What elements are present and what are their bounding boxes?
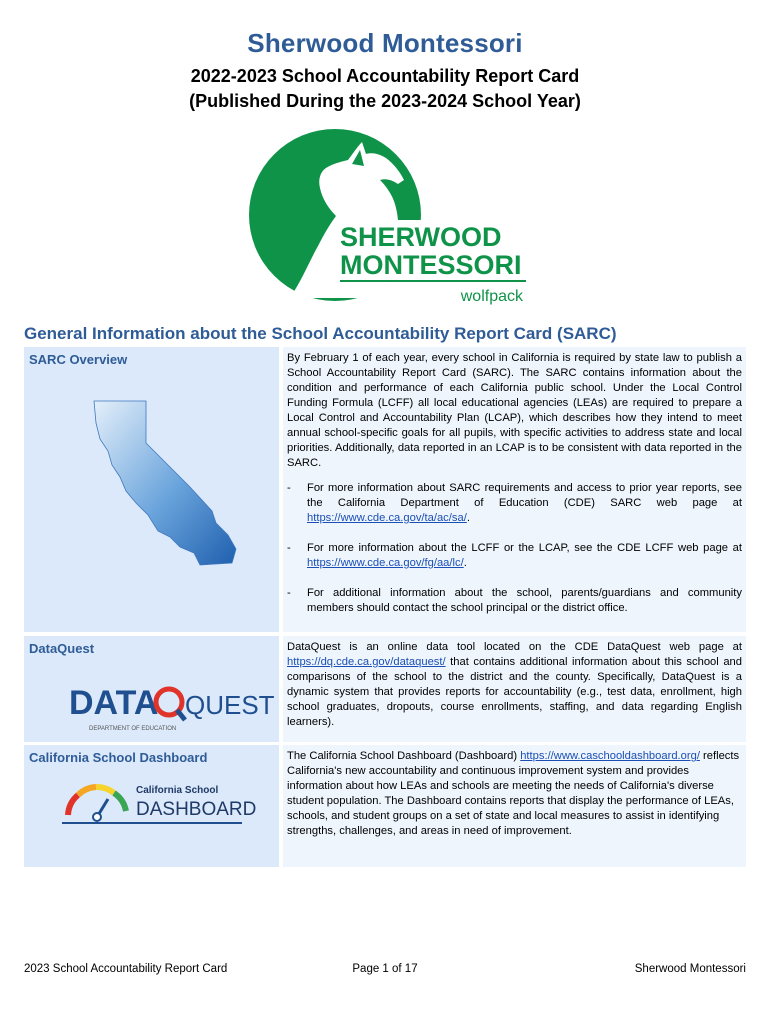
gauge-green-icon — [114, 793, 126, 811]
dashboard-logo-line1: California School — [136, 785, 219, 796]
logo-text-line1: SHERWOOD — [340, 222, 502, 252]
dashboard-text: The California School Dashboard (Dashboard) — [287, 750, 521, 762]
sarc-link[interactable]: https://www.cde.ca.gov/ta/ac/sa/ — [307, 512, 467, 524]
dataquest-text-continued: that contains additional information about this school and comparisons of the school to the district and the county. Specifically, DataQuest is a dynamic system that provides reports for accountability (e.g., test data, enrollment, high school graduates, dropouts, course enrollments, staffing, and data regarding English learners). — [287, 656, 742, 728]
bullet-dash: - — [287, 587, 291, 599]
dataquest-row — [24, 636, 746, 742]
gauge-red-icon — [68, 795, 78, 815]
dataquest-logo-subtext: DEPARTMENT OF EDUCATION — [89, 726, 177, 732]
bullet-suffix: . — [463, 557, 467, 569]
dashboard-label: California School Dashboard — [29, 750, 208, 765]
dashboard-content — [283, 745, 746, 867]
bullet-suffix: . — [466, 512, 470, 524]
dataquest-paragraph — [283, 636, 746, 730]
dashboard-text-continued: reflects California's new accountability and continuous improvement system and provides information about how LEAs and schools are meeting the needs of California's diverse student population. The Dashboard contains reports that display the performance of LEAs, schools, and student groups on a set of state and local measures to assist in identifying strengths, challenges, and areas in need of improvement. — [287, 750, 740, 837]
logo-tagline: wolfpack — [460, 288, 523, 305]
bullet-dash: - — [287, 542, 291, 554]
section-heading: General Information about the School Accountability Report Card (SARC) — [24, 324, 617, 343]
sarc-links-list — [283, 481, 746, 616]
dashboard-logo — [62, 779, 257, 825]
sarc-overview-paragraph: By February 1 of each year, every school in California is required by state law to publish a School Accountability Report Card (SARC). The SARC contains information about the condition and performance of each California public school. Under the Local Control Funding Formula (LCFF) all local educational agencies (LEAs) are required to prepare a Local Control and Accountability Plan (LCAP), which describes how they intend to meet annual school-specific goals for all pupils, with specific activities to address state and local priorities. Additionally, data reported in an LCAP is to be consistent with data reported in the SARC. — [287, 352, 742, 469]
sarc-overview-label-cell — [24, 347, 279, 632]
footer-left: 2023 School Accountability Report Card — [24, 963, 228, 975]
sarc-overview-row — [24, 347, 746, 632]
gauge-hub-icon — [93, 813, 101, 821]
dataquest-label: DataQuest — [29, 641, 95, 656]
school-logo — [248, 128, 533, 308]
lcff-link[interactable]: https://www.cde.ca.gov/fg/aa/lc/ — [307, 557, 464, 569]
dataquest-logo — [69, 676, 275, 736]
dataquest-content — [283, 636, 746, 742]
bullet-text: For more information about the LCFF or the LCAP, see the CDE LCFF web page at — [307, 542, 742, 554]
dataquest-logo-data: DATA — [69, 684, 159, 722]
dashboard-paragraph — [283, 745, 746, 839]
logo-text-line2: MONTESSORI — [340, 250, 522, 280]
list-item — [283, 481, 746, 526]
magnifier-handle-icon — [177, 710, 185, 720]
school-name: Sherwood Montessori — [247, 28, 523, 58]
list-item — [283, 541, 746, 571]
report-title-line2: (Published During the 2023-2024 School Year) — [189, 91, 581, 111]
report-title — [0, 64, 770, 114]
dataquest-link[interactable]: https://dq.cde.ca.gov/dataquest/ — [287, 656, 446, 668]
list-item — [283, 586, 746, 616]
bullet-dash: - — [287, 482, 291, 494]
dashboard-row — [24, 745, 746, 867]
dataquest-label-cell — [24, 636, 279, 742]
dashboard-label-cell — [24, 745, 279, 867]
dataquest-text: DataQuest is an online data tool located on the CDE DataQuest web page at — [287, 641, 742, 653]
bullet-text: For additional information about the school, parents/guardians and community members should contact the school principal or the district office. — [307, 587, 742, 614]
footer-right: Sherwood Montessori — [634, 963, 746, 975]
dataquest-logo-quest: QUEST — [185, 690, 275, 720]
dashboard-link[interactable]: https://www.caschooldashboard.org/ — [520, 750, 700, 762]
bullet-text: For more information about SARC requirements and access to prior year reports, see the California Department of Education (CDE) SARC web page at — [307, 482, 742, 509]
sarc-overview-label: SARC Overview — [29, 352, 128, 367]
dashboard-logo-line2: DASHBOARD — [136, 799, 257, 820]
report-title-line1: 2022-2023 School Accountability Report Card — [190, 66, 580, 86]
gauge-yellow-icon — [96, 787, 114, 793]
footer-page-number: Page 1 of 17 — [352, 963, 418, 975]
california-map — [90, 399, 240, 569]
sarc-overview-content — [283, 347, 746, 632]
gauge-orange-icon — [78, 787, 96, 795]
